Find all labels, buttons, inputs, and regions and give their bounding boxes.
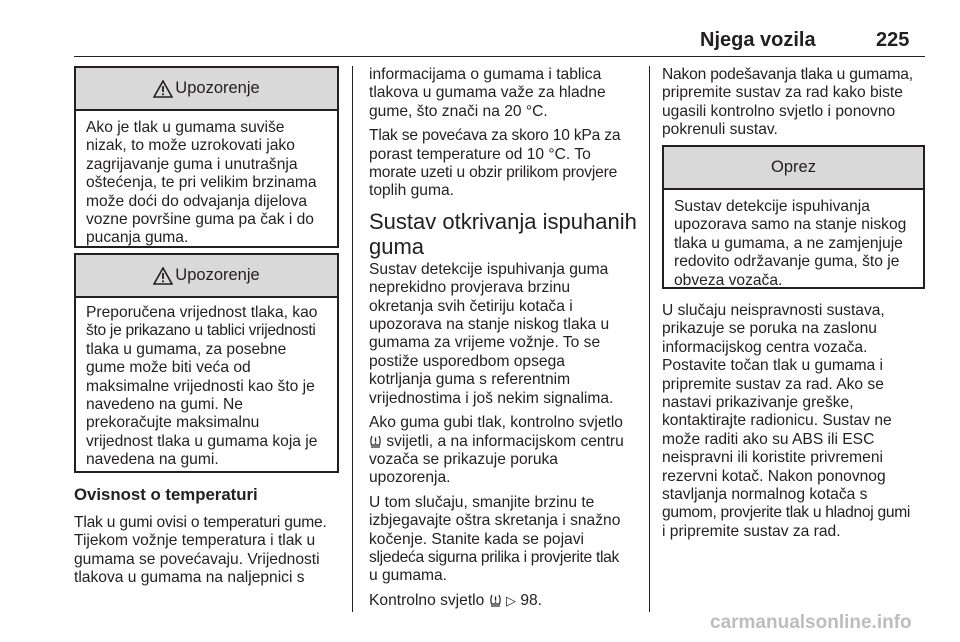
text-line: Postavite točan tlak u gumama i <box>662 357 884 375</box>
text-line: Tlak u gumi ovisi o temperaturi gume. <box>74 514 327 531</box>
page-number: 225 <box>876 29 910 51</box>
text-line: može raditi ako su ABS ili ESC <box>662 430 875 448</box>
warning-box-1 <box>74 66 339 248</box>
text-line: U slučaju neispravnosti sustava, <box>662 302 885 319</box>
text-line: tlakova u gumama važe za hladne <box>369 84 606 102</box>
warning-box-2 <box>74 253 339 473</box>
text-line: nizak, to može uzrokovati jako <box>86 137 295 155</box>
page-reference-arrow-icon: ▷ <box>505 592 516 608</box>
text-line: U tom slučaju, smanjite brzinu te <box>369 493 595 511</box>
caution-box-header <box>664 147 923 190</box>
text-line <box>369 433 641 451</box>
text-line: okretanja svih četiriju kotača i <box>369 297 573 315</box>
text-line: upozorava samo na stanje niskog <box>674 216 907 234</box>
section-heading-temperature: Ovisnost o temperaturi <box>74 485 258 504</box>
watermark: carmanualsonline.info <box>710 612 912 633</box>
text-line: redovito održavanje guma, što je <box>674 253 900 271</box>
text-line: u gumama. <box>369 567 448 585</box>
text-line: gumama se povećavaju. Vrijednosti <box>74 550 320 568</box>
text-line: Tlak se povećava za skoro 10 kPa za <box>369 127 621 145</box>
paragraph <box>369 66 641 121</box>
text-line: gumama za vrijeme vožnje. To se <box>369 334 601 352</box>
text-line: pripremite sustav za rad. Ako se <box>662 375 884 393</box>
text-line: porast temperature od 10 °C. To <box>369 145 591 163</box>
text-line: kočenje. Stanite kada se pojavi <box>369 530 584 548</box>
text-line: stavljanja normalnog kotača s <box>662 486 868 504</box>
text-line: navedena na gumi. <box>86 451 219 469</box>
text-line: ugasili kontrolno svjetlo i ponovno <box>662 102 896 120</box>
text-line: izbjegavajte oštra skretanja i snažno <box>369 512 621 530</box>
text-line: tlaka u gumama, a ne zamjenjuje <box>674 234 903 252</box>
text-fragment: svijetli, a na informacijskom centru <box>382 432 624 450</box>
text-line: vrijednost tlaka u gumama koja je <box>86 432 318 450</box>
text-line: navedeno na gumi. Ne <box>86 396 243 414</box>
caution-box-body <box>664 190 923 290</box>
warning-box-2-title: Upozorenje <box>175 266 260 284</box>
text-line: pucanja guma. <box>86 229 189 247</box>
warning-triangle-icon <box>153 267 173 285</box>
text-line: Ako guma gubi tlak, kontrolno svjetlo <box>369 414 623 432</box>
caution-box <box>662 145 925 289</box>
warning-box-1-body <box>76 111 337 248</box>
text-line: morate uzeti u obzir prilikom provjere <box>369 164 618 182</box>
text-line: maksimalne vrijednosti kao što je <box>86 377 315 395</box>
text-line: kotrljanja guma s referentnim <box>369 371 571 389</box>
text-line: toplih guma. <box>369 182 454 200</box>
text-line: prekoračujte maksimalnu <box>86 414 260 432</box>
text-line: kontaktirajte radionicu. Sustav ne <box>662 412 892 430</box>
text-line: Tijekom vožnje temperatura i tlak u <box>74 532 316 550</box>
text-line: vrijednostima i još nekim signalima. <box>369 389 614 407</box>
text-line: upozorava na stanje niskog tlaka u <box>369 316 610 334</box>
paragraph <box>369 494 641 586</box>
text-line: pripremite sustav za rad kako biste <box>662 84 903 102</box>
text-line: informacijama o gumama i tablica <box>369 66 602 83</box>
text-line: neprekidno provjerava brzinu <box>369 279 571 297</box>
text-line: upozorenja. <box>369 469 451 487</box>
text-line: pokrenuli sustav. <box>662 121 778 139</box>
text-line: Sustav detekcije ispuhivanja <box>674 198 870 215</box>
text-line: Preporučena vrijednost tlaka, kao <box>86 304 318 321</box>
warning-box-1-header <box>76 68 337 111</box>
text-fragment: Kontrolno svjetlo <box>369 591 489 609</box>
text-line: gume, što znači na 20 °C. <box>369 102 548 120</box>
text-line: oštećenja, te pri velikim brzinama <box>86 174 317 192</box>
header-rule <box>74 56 925 57</box>
text-line: tlakova u gumama na naljepnici s <box>74 569 305 587</box>
text-line: što je prikazano u tablici vrijednosti <box>86 322 316 340</box>
caution-box-title: Oprez <box>771 158 816 176</box>
text-line: obveza vozača. <box>674 271 783 289</box>
text-line: može doći do odvajanja dijelova <box>86 192 308 210</box>
text-line: gume može biti veća od <box>86 359 251 377</box>
text-line: Ako je tlak u gumama suviše <box>86 119 285 136</box>
page-reference[interactable]: 98. <box>520 591 542 609</box>
text-line: neispravni ili koristite privremeni <box>662 449 883 467</box>
warning-box-1-title: Upozorenje <box>175 79 260 97</box>
text-line: sljedeća sigurna prilika i provjerite tlak <box>369 548 620 566</box>
text-line: rezervni kotač. Nakon ponovnog <box>662 467 886 485</box>
right-column-top <box>662 66 927 140</box>
right-column-bottom <box>662 302 930 541</box>
text-line: gumom, provjerite tlak u hladnoj gumi <box>662 504 911 522</box>
page-header-title: Njega vozila <box>700 29 816 51</box>
text-line: i pripremite sustav za rad. <box>662 522 841 540</box>
warning-box-2-header <box>76 255 337 298</box>
text-line: vozne površine guma pa čak i do <box>86 211 314 229</box>
text-line: tlaka u gumama, za posebne <box>86 340 287 358</box>
text-line: prikazuje se poruka na zaslonu <box>662 320 877 338</box>
text-line: Sustav detekcije ispuhivanja guma <box>369 260 609 278</box>
section-heading-tpms <box>369 209 641 259</box>
paragraph <box>369 414 641 488</box>
text-line: vozača se prikazuje poruka <box>369 450 558 468</box>
middle-column <box>369 66 641 616</box>
text-line: informacijskog centra vozača. <box>662 338 868 356</box>
paragraph <box>369 261 641 408</box>
text-line: Nakon podešavanja tlaka u gumama, <box>662 66 913 83</box>
warning-triangle-icon <box>153 80 173 98</box>
temperature-paragraph <box>74 514 344 588</box>
text-line <box>369 592 641 610</box>
column-divider-left <box>352 66 353 612</box>
warning-box-2-body <box>76 298 337 470</box>
column-divider-right <box>649 66 650 612</box>
tire-pressure-warning-icon <box>369 434 382 448</box>
text-line: nastavi prikazivanje greške, <box>662 394 854 412</box>
heading-line: Sustav otkrivanja ispuhanih <box>369 208 637 234</box>
heading-line: guma <box>369 233 425 259</box>
text-line: postiže usporedbom opsega <box>369 352 565 370</box>
tire-pressure-warning-icon <box>489 593 502 607</box>
paragraph <box>369 127 641 201</box>
paragraph <box>369 592 641 610</box>
text-line: zagrijavanje guma i unutrašnja <box>86 155 298 173</box>
